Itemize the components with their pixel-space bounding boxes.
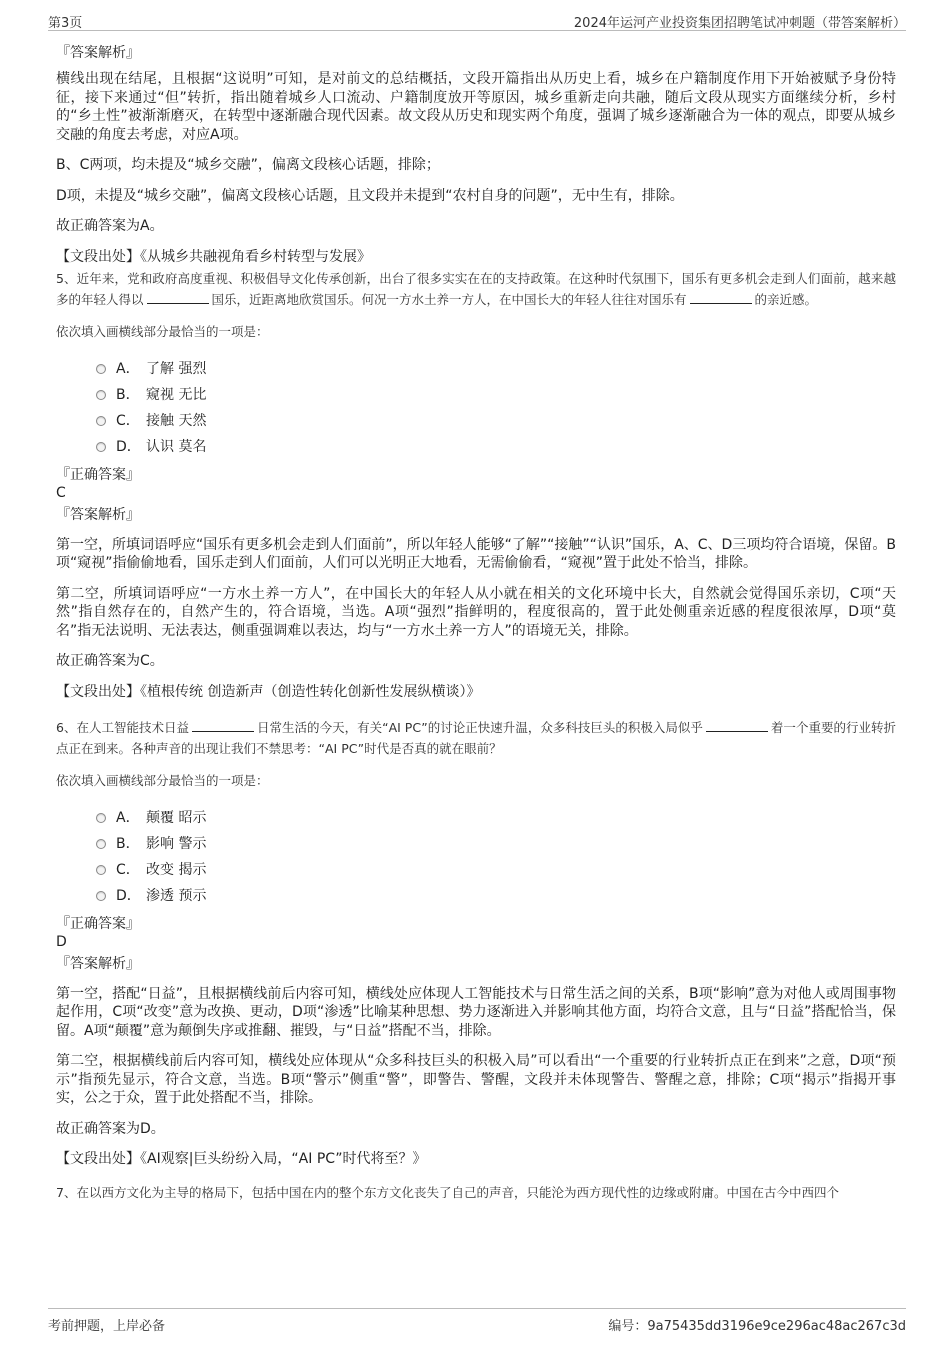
q4-analysis-label: 『答案解析』 [56, 45, 140, 61]
q4-analysis-para-3: D项，未提及“城乡交融”，偏离文段核心话题，且文段并未提到“农村自身的问题”，无中生有，排除。 [56, 187, 684, 204]
radio-icon[interactable] [96, 390, 106, 400]
page-number: 第3页 [48, 16, 83, 31]
q6-correct-value: D [56, 933, 67, 950]
q5-options [96, 356, 896, 460]
radio-icon[interactable] [96, 364, 106, 374]
q5-source: 【文段出处】《植根传统 创造新声（创造性转化创新性发展纵横谈）》 [56, 683, 481, 700]
q6-option-c[interactable]: C． 改变 揭示 [96, 857, 896, 883]
q5-stem: 5、近年来，党和政府高度重视、积极倡导文化传承创新，出台了很多实实在在的支持政策。在这种时代氛围下，国乐有更多机会走到人们面前，越来越多的年轻人得以 国乐，近距离地欣赏国乐。何况一方水土养一方人，在中国长大的年轻人往往对国乐有 的亲近感。 [56, 270, 896, 307]
radio-icon[interactable] [96, 416, 106, 426]
q6-prompt: 依次填入画横线部分最恰当的一项是： [56, 772, 269, 788]
q5-analysis-para-2: 第二空，所填词语呼应“一方水土养一方人”，在中国长大的年轻人从小就在相关的文化环境中长大，自然就会觉得国乐亲切，C项“天然”指自然存在的，自然产生的，符合语境，当选。A项“强烈”指鲜明的，程度很高的，置于此处侧重亲近感的程度很浓厚，D项“莫名”指无法说明、无法表达，侧重强调难以表达，均与“一方水土养一方人”的语境无关，排除。 [56, 585, 896, 639]
page-footer [48, 1308, 906, 1333]
q6-option-b[interactable]: B． 影响 警示 [96, 831, 896, 857]
q5-option-d[interactable]: D． 认识 莫名 [96, 434, 896, 460]
q6-correct-label: 『正确答案』 [56, 915, 140, 932]
q6-option-a[interactable]: A． 颠覆 昭示 [96, 805, 896, 831]
q4-source: 【文段出处】《从城乡共融视角看乡村转型与发展》 [56, 248, 371, 265]
q6-options [96, 805, 896, 909]
q6-stem: 6、在人工智能技术日益 日常生活的今天，有关“AI PC”的讨论正快速升温，众多科技巨头的积极入局似乎 着一个重要的行业转折点正在到来。各种声音的出现让我们不禁思考：“AI PC”时代是否真的就在眼前？ [56, 719, 896, 756]
q5-correct-label: 『正确答案』 [56, 466, 140, 483]
q7-stem: 7、在以西方文化为主导的格局下，包括中国在内的整个东方文化丧失了自己的声音，只能沦为西方现代性的边缘或附庸。中国在古今中西四个 [56, 1185, 839, 1200]
document-title: 2024年运河产业投资集团招聘笔试冲刺题（带答案解析） [573, 16, 906, 31]
page-content [56, 44, 896, 1209]
page-header [48, 8, 906, 31]
q5-prompt: 依次填入画横线部分最恰当的一项是： [56, 323, 269, 339]
q5-blank-2 [690, 303, 752, 304]
radio-icon[interactable] [96, 839, 106, 849]
footer-motto: 考前押题，上岸必备 [48, 1319, 166, 1334]
q6-analysis-label: 『答案解析』 [56, 955, 140, 972]
q6-analysis-para-1: 第一空，搭配“日益”，且根据横线前后内容可知，横线处应体现人工智能技术与日常生活之间的关系，B项“影响”意为对他人或周围事物起作用，C项“改变”意为改换、更动，D项“渗透”比喻某种思想、势力逐渐进入并影响其他方面，均符合文意，且与“日益”搭配恰当，保留。A项“颠覆”意为颠倒失序或推翻、摧毁，与“日益”搭配不当，排除。 [56, 985, 896, 1039]
q5-conclusion: 故正确答案为C。 [56, 653, 164, 669]
document-code: 编号：9a75435dd3196e9ce296ac48ac267c3d [608, 1319, 906, 1334]
radio-icon[interactable] [96, 442, 106, 452]
radio-icon[interactable] [96, 891, 106, 901]
q5-correct-value: C [56, 484, 66, 501]
radio-icon[interactable] [96, 865, 106, 875]
q5-option-b[interactable]: B． 窥视 无比 [96, 382, 896, 408]
q4-analysis-para-1: 横线出现在结尾，且根据“这说明”可知，是对前文的总结概括，文段开篇指出从历史上看，城乡在户籍制度作用下开始被赋予身份特征，接下来通过“但”转折，指出随着城乡人口流动、户籍制度放开等原因，城乡重新走向共融，随后文段从现实方面继续分析，乡村的“乡土性”被渐渐磨灭，在转型中逐渐融合现代因素。故文段从历史和现实两个角度，强调了城乡逐渐融合为一体的观点，即要从城乡交融的角度去考虑，对应A项。 [56, 71, 896, 143]
q4-analysis-para-2: B、C两项，均未提及“城乡交融”，偏离文段核心话题，排除； [56, 157, 440, 173]
q6-source: 【文段出处】《AI观察|巨头纷纷入局，“AI PC”时代将至？》 [56, 1151, 427, 1167]
radio-icon[interactable] [96, 813, 106, 823]
q5-analysis-label: 『答案解析』 [56, 506, 140, 523]
q5-option-a[interactable]: A． 了解 强烈 [96, 356, 896, 382]
q6-analysis-para-2: 第二空，根据横线前后内容可知，横线处应体现从“众多科技巨头的积极入局”可以看出“一个重要的行业转折点正在到来”之意，D项“预示”指预先显示，符合文意，当选。B项“警示”侧重“警”，即警告、警醒，文段并未体现警告、警醒之意，排除；C项“揭示”指揭开事实，公之于众，置于此处搭配不当，排除。 [56, 1053, 896, 1106]
q5-option-c[interactable]: C． 接触 天然 [96, 408, 896, 434]
q5-analysis-para-1: 第一空，所填词语呼应“国乐有更多机会走到人们面前”，所以年轻人能够“了解”“接触”“认识”国乐，A、C、D三项均符合语境，保留。B项“窥视”指偷偷地看，国乐走到人们面前，人们可以光明正大地看，无需偷偷看，“窥视”置于此处不恰当，排除。 [56, 536, 896, 571]
q6-conclusion: 故正确答案为D。 [56, 1120, 165, 1137]
q4-conclusion: 故正确答案为A。 [56, 218, 164, 234]
q6-blank-1 [192, 731, 254, 732]
q6-option-d[interactable]: D． 渗透 预示 [96, 883, 896, 909]
q6-blank-2 [706, 731, 768, 732]
q5-blank-1 [147, 303, 209, 304]
